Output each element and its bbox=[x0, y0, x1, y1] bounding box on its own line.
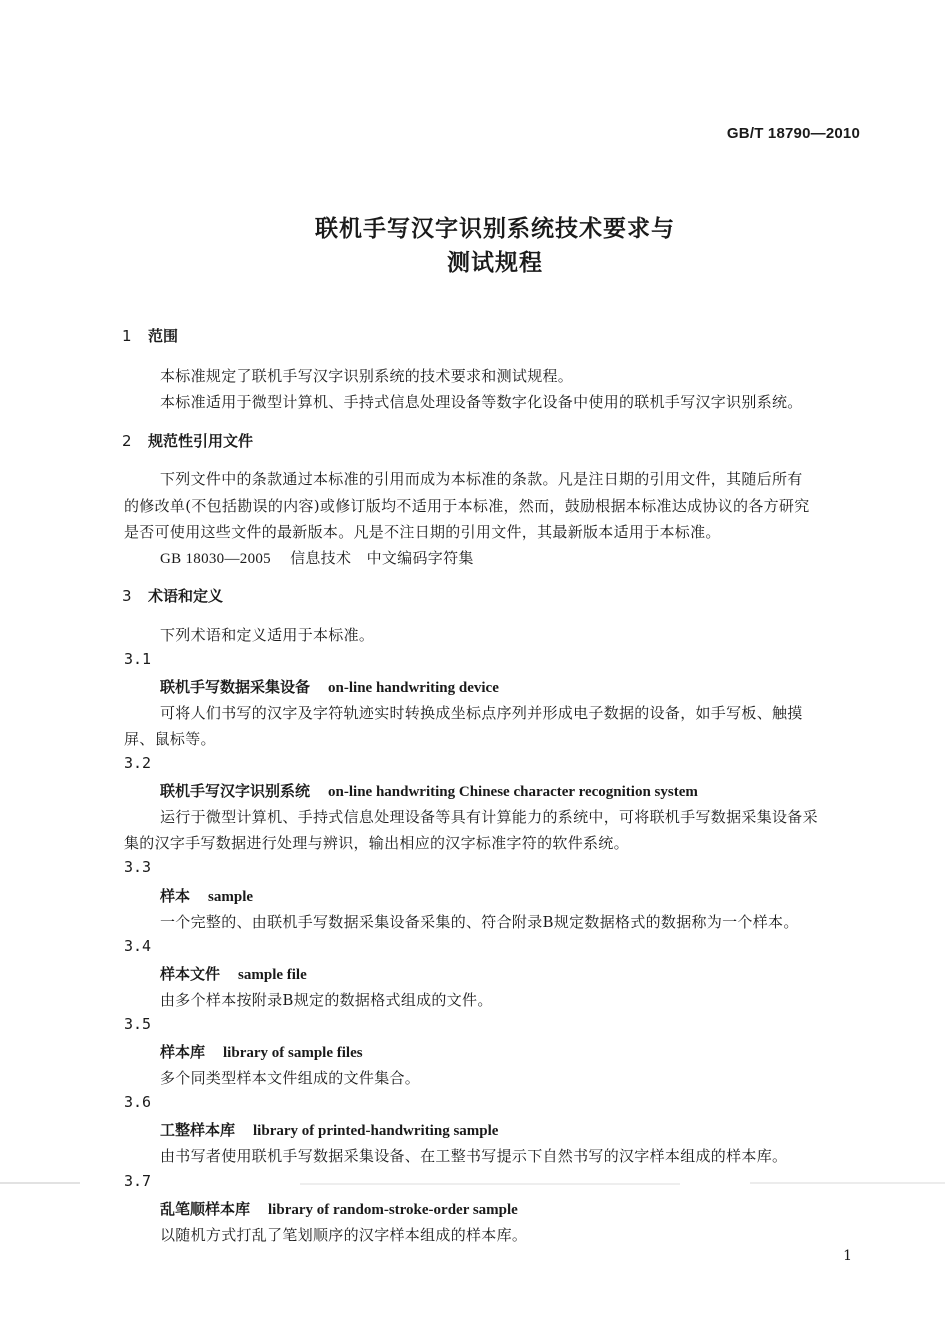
paragraph: 本标准适用于微型计算机、手持式信息处理设备等数字化设备中使用的联机手写汉字识别系统。 bbox=[160, 393, 803, 411]
term-en: sample bbox=[208, 889, 254, 905]
section-title: 范围 bbox=[148, 327, 179, 345]
term-en: sample file bbox=[238, 967, 307, 983]
term-cn: 乱笔顺样本库 bbox=[160, 1200, 251, 1218]
term-heading bbox=[160, 1119, 498, 1140]
term-number: 3.6 bbox=[124, 1093, 152, 1111]
term-number: 3.1 bbox=[124, 650, 152, 668]
term-heading bbox=[160, 676, 499, 697]
term-definition: 多个同类型样本文件组成的文件集合。 bbox=[160, 1069, 421, 1087]
term-cn: 联机手写数据采集设备 bbox=[160, 678, 311, 696]
section-2-heading bbox=[122, 430, 253, 451]
term-definition: 由书写者使用联机手写数据采集设备、在工整书写提示下自然书写的汉字样本组成的样本库。 bbox=[160, 1147, 788, 1165]
term-cn: 样本文件 bbox=[160, 965, 221, 983]
paragraph-line: 的修改单(不包括勘误的内容)或修订版均不适用于本标准，然而，鼓励根据本标准达成协议的各方研究 bbox=[124, 497, 810, 515]
title-line-2: 测试规程 bbox=[447, 250, 543, 276]
term-definition: 集的汉字手写数据进行处理与辨识，输出相应的汉字标准字符的软件系统。 bbox=[124, 834, 629, 852]
term-cn: 样本 bbox=[160, 887, 191, 905]
section-3-heading bbox=[122, 585, 223, 606]
term-en: library of random-stroke-order sample bbox=[268, 1202, 518, 1218]
paragraph: 下列术语和定义适用于本标准。 bbox=[160, 626, 375, 644]
section-number: 1 bbox=[122, 327, 132, 345]
term-definition: 可将人们书写的汉字及字符轨迹实时转换成坐标点序列并形成电子数据的设备，如手写板、触摸 bbox=[160, 704, 803, 722]
term-heading bbox=[160, 885, 253, 906]
term-definition: 由多个样本按附录B规定的数据格式组成的文件。 bbox=[160, 991, 493, 1009]
page-number: 1 bbox=[843, 1248, 852, 1264]
term-definition: 以随机方式打乱了笔划顺序的汉字样本组成的样本库。 bbox=[160, 1226, 528, 1244]
scan-artifact bbox=[0, 1182, 80, 1184]
term-cn: 工整样本库 bbox=[160, 1121, 236, 1139]
term-definition: 屏、鼠标等。 bbox=[124, 730, 216, 748]
term-number: 3.7 bbox=[124, 1172, 152, 1190]
term-en: on-line handwriting Chinese character recognition system bbox=[328, 784, 698, 800]
term-cn: 样本库 bbox=[160, 1043, 206, 1061]
term-heading bbox=[160, 780, 698, 801]
term-heading bbox=[160, 1041, 363, 1062]
term-definition: 一个完整的、由联机手写数据采集设备采集的、符合附录B规定数据格式的数据称为一个样本。 bbox=[160, 913, 799, 931]
term-number: 3.5 bbox=[124, 1015, 152, 1033]
section-title: 术语和定义 bbox=[148, 587, 224, 605]
reference-code: GB 18030—2005 bbox=[160, 551, 271, 567]
term-en: library of printed-handwriting sample bbox=[253, 1123, 499, 1139]
reference-title: 信息技术 中文编码字符集 bbox=[290, 549, 474, 567]
section-title: 规范性引用文件 bbox=[148, 432, 254, 450]
section-1-heading bbox=[122, 325, 178, 346]
term-number: 3.4 bbox=[124, 937, 152, 955]
term-number: 3.3 bbox=[124, 858, 152, 876]
term-heading bbox=[160, 1198, 518, 1219]
term-heading bbox=[160, 963, 307, 984]
term-en: library of sample files bbox=[223, 1045, 363, 1061]
paragraph-line: 是否可使用这些文件的最新版本。凡是不注日期的引用文件，其最新版本适用于本标准。 bbox=[124, 523, 721, 541]
title-line-1: 联机手写汉字识别系统技术要求与 bbox=[315, 216, 675, 242]
term-number: 3.2 bbox=[124, 754, 152, 772]
paragraph-line: 下列文件中的条款通过本标准的引用而成为本标准的条款。凡是注日期的引用文件，其随后所有 bbox=[160, 470, 803, 488]
term-cn: 联机手写汉字识别系统 bbox=[160, 782, 311, 800]
normative-reference bbox=[160, 547, 474, 568]
term-en: on-line handwriting device bbox=[328, 680, 499, 696]
standard-code: GB/T 18790—2010 bbox=[726, 125, 860, 142]
section-number: 2 bbox=[122, 432, 132, 450]
scan-artifact bbox=[300, 1183, 680, 1185]
section-number: 3 bbox=[122, 587, 132, 605]
scan-artifact bbox=[750, 1182, 945, 1184]
paragraph: 本标准规定了联机手写汉字识别系统的技术要求和测试规程。 bbox=[160, 367, 574, 385]
term-definition: 运行于微型计算机、手持式信息处理设备等具有计算能力的系统中，可将联机手写数据采集设备采 bbox=[160, 808, 818, 826]
